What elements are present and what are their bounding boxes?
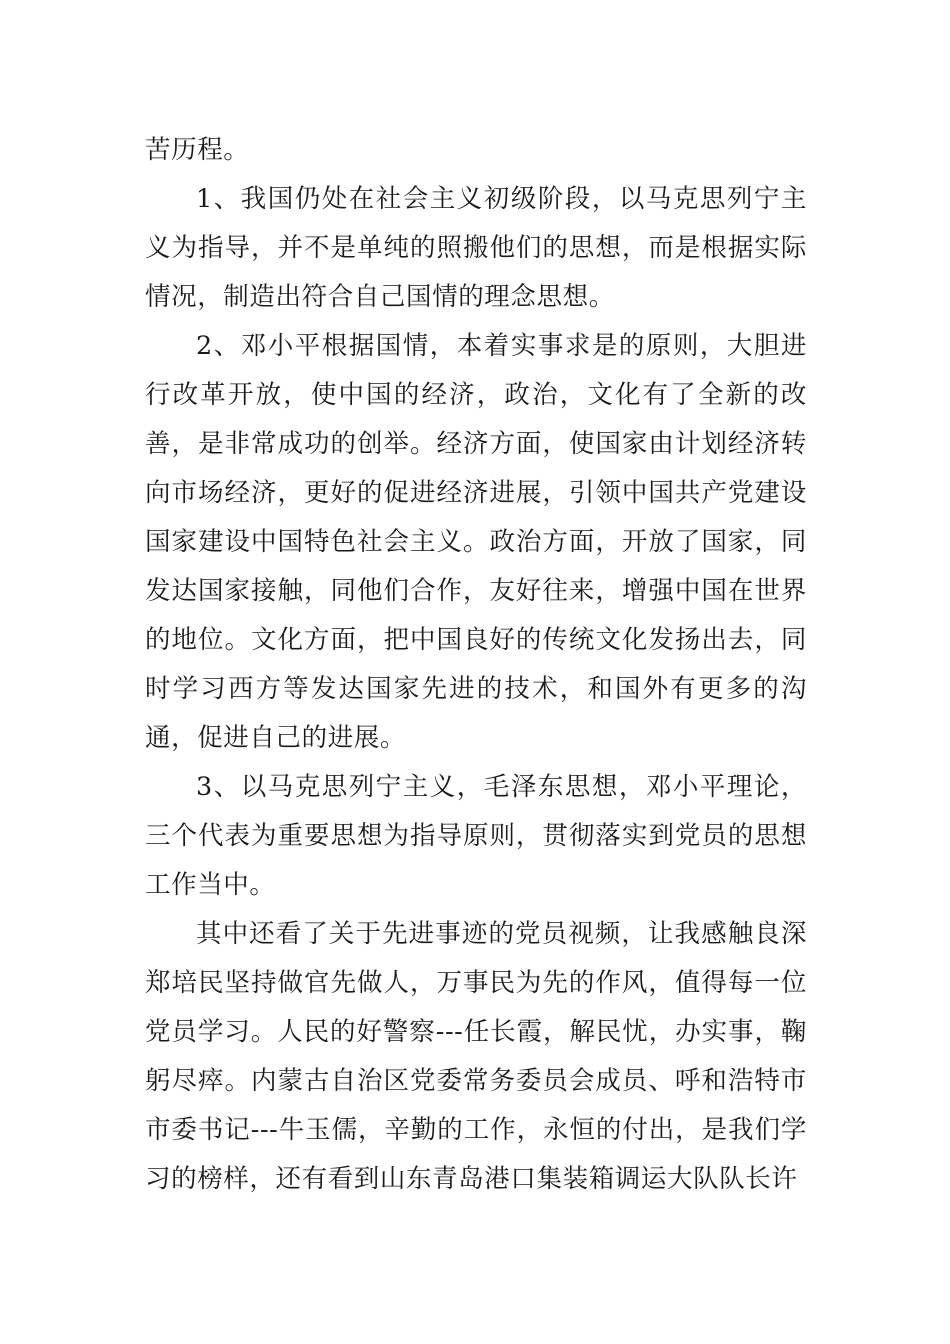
paragraph-exemplars: 其中还看了关于先进事迹的党员视频，让我感触良深郑培民坚持做官先做人，万事民为先的作风，值得每一位党员学习。人民的好警察---任长霞，解民忧，办实事，鞠躬尽瘁。内蒙古自治区党委常务委员会成员、呼和浩特市市委书记---牛玉儒，辛勤的工作，永恒的付出，是我们学习的榜样，还有看到山东青岛港口集装箱调运大队队长许 <box>145 919 807 1194</box>
paragraph-point-1: 1、我国仍处在社会主义初级阶段，以马克思列宁主义为指导，并不是单纯的照搬他们的思想，而是根据实际情况，制造出符合自己国情的理念思想。 <box>145 184 807 312</box>
paragraph-continuation: 苦历程。 <box>145 135 250 165</box>
document-body <box>145 126 807 1204</box>
paragraph-point-2: 2、邓小平根据国情，本着实事求是的原则，大胆进行改革开放，使中国的经济，政治，文化有了全新的改善，是非常成功的创举。经济方面，使国家由计划经济转向市场经济，更好的促进经济进展，引领中国共产党建设国家建设中国特色社会主义。政治方面，开放了国家，同发达国家接触，同他们合作，友好往来，增强中国在世界的地位。文化方面，把中国良好的传统文化发扬出去，同时学习西方等发达国家先进的技术，和国外有更多的沟通，促进自己的进展。 <box>145 331 807 753</box>
paragraph-point-3: 3、以马克思列宁主义，毛泽东思想，邓小平理论，三个代表为重要思想为指导原则，贯彻落实到党员的思想工作当中。 <box>145 772 807 900</box>
